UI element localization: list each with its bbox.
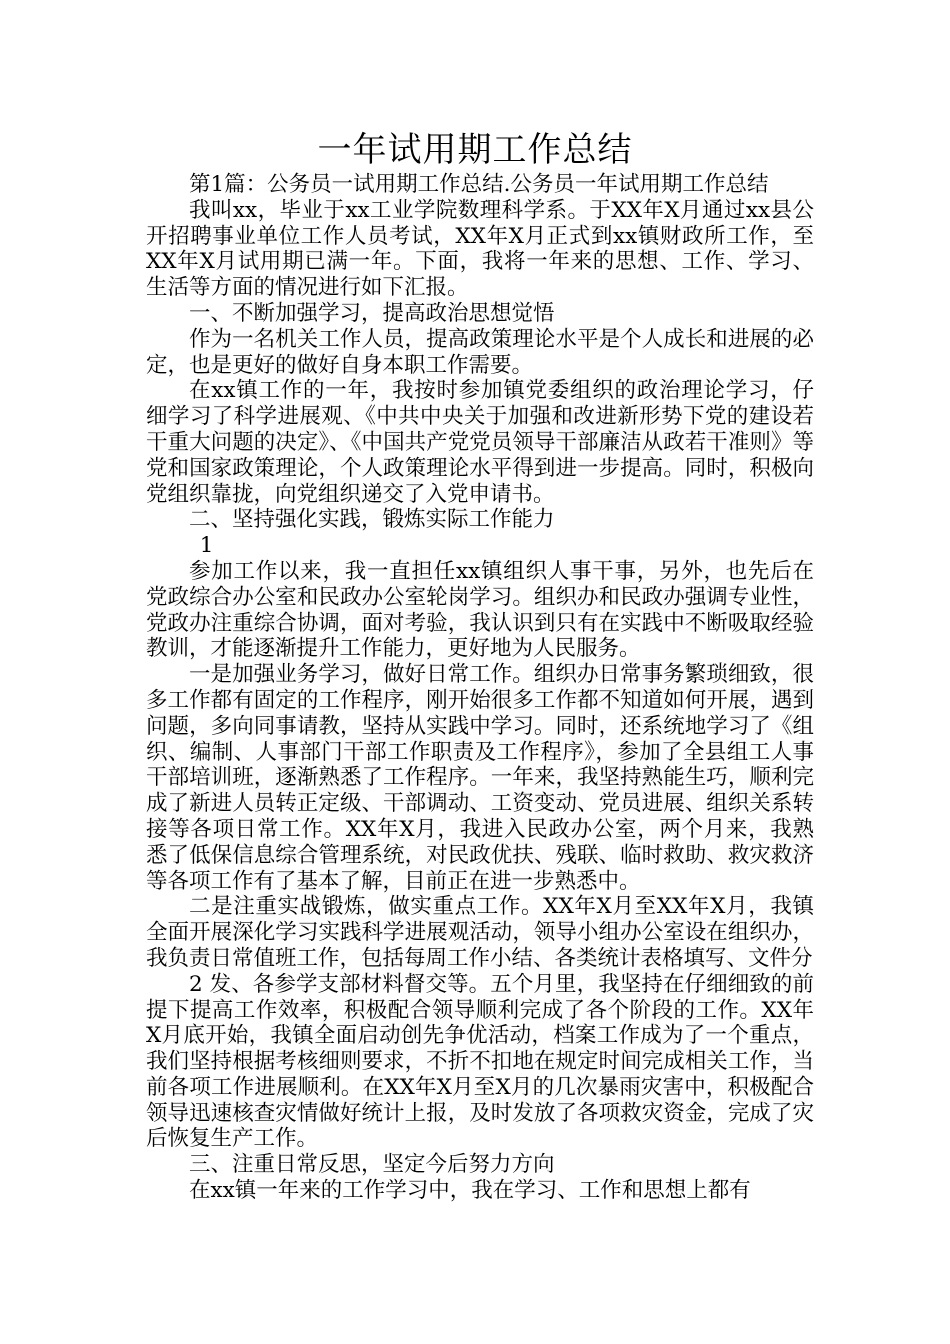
paragraph-study-2: 在xx镇工作的一年，我按时参加镇党委组织的政治理论学习，仔细学习了科学进展观、《中共中央关于加强和改进新形势下党的建设若干重大问题的决定》、《中国共产党党员领导干部廉洁从政若干准则》等党和国家政策理论，个人政策理论水平得到进一步提高。同时，积极向党组织靠拢，向党组织递交了入党申请书。 [146,378,814,507]
document-body [146,172,814,1204]
paragraph-introduction: 我叫xx，毕业于xx工业学院数理科学系。于XX年X月通过xx县公开招聘事业单位工作人员考试，XX年X月正式到xx镇财政所工作，至XX年X月试用期已满一年。下面，我将一年来的思想、工作、学习、生活等方面的情况进行如下汇报。 [146,197,814,301]
paragraph-practice-1: 参加工作以来，我一直担任xx镇组织人事干事，另外，也先后在党政综合办公室和民政办公室轮岗学习。组织办和民政办强调专业性，党政办注重综合协调，面对考验，我认识到只有在实践中不断吸取经验教训，才能逐渐提升工作能力，更好地为人民服务。 [146,558,814,662]
section-heading-article-1: 第1篇：公务员一试用期工作总结.公务员一年试用期工作总结 [189,172,769,197]
section-heading-reflection: 三、注重日常反思，坚定今后努力方向 [189,1152,555,1178]
page-number-1: 1 [199,533,214,559]
section-heading-study: 一、不断加强学习，提高政治思想觉悟 [189,300,555,326]
section-heading-practice: 二、坚持强化实践，锻炼实际工作能力 [189,507,555,533]
paragraph-practice-3: 二是注重实战锻炼，做实重点工作。XX年X月至XX年X月，我镇全面开展深化学习实践科学进展观活动，领导小组办公室设在组织办，我负责日常值班工作，包括每周工作小结、各类统计表格填写、文件分 [146,894,814,971]
paragraph-practice-2: 一是加强业务学习，做好日常工作。组织办日常事务繁琐细致，很多工作都有固定的工作程序，刚开始很多工作都不知道如何开展，遇到问题，多向同事请教，坚持从实践中学习。同时，还系统地学习了《组织、编制、人事部门干部工作职责及工作程序》，参加了全县组工人事干部培训班，逐渐熟悉了工作程序。一年来，我坚持熟能生巧，顺利完成了新进人员转正定级、干部调动、工资变动、党员进展、组织关系转接等各项日常工作。XX年X月，我进入民政办公室，两个月来，我熟悉了低保信息综合管理系统，对民政优扶、残联、临时救助、救灾救济等各项工作有了基本了解，目前正在进一步熟悉中。 [146,662,814,894]
paragraph-study-1: 作为一名机关工作人员，提高政策理论水平是个人成长和进展的必定，也是更好的做好自身本职工作需要。 [146,326,814,378]
document-title: 一年试用期工作总结 [317,130,633,170]
paragraph-reflection-1: 在xx镇一年来的工作学习中，我在学习、工作和思想上都有 [189,1178,751,1204]
paragraph-practice-4: 2 发、各参学支部材料督交等。五个月里，我坚持在仔细细致的前提下提高工作效率，积极配合领导顺利完成了各个阶段的工作。XX年X月底开始，我镇全面启动创先争优活动，档案工作成为了一个重点，我们坚持根据考核细则要求，不折不扣地在规定时间完成相关工作，当前各项工作进展顺利。在XX年X月至X月的几次暴雨灾害中，积极配合领导迅速核查灾情做好统计上报，及时发放了各项救灾资金，完成了灾后恢复生产工作。 [146,971,814,1152]
